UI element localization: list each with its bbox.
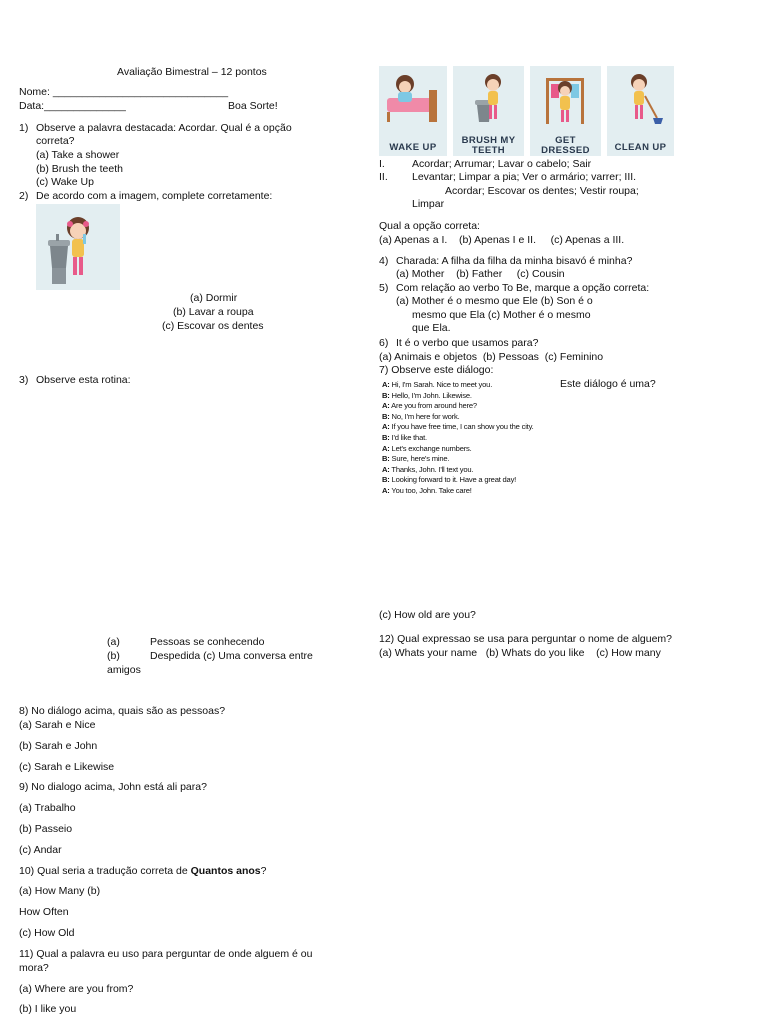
- q9-text: 9) No dialogo acima, John está ali para?: [19, 781, 207, 793]
- q11-text: 11) Qual a palavra eu uso para perguntar de onde alguem é ou: [19, 948, 313, 960]
- card-label-dressed-line2: DRESSED: [541, 145, 590, 156]
- q3-number: 3): [19, 374, 29, 386]
- q3-text: Observe esta rotina:: [36, 374, 131, 386]
- dialogue-text: No, I'm here for work.: [391, 411, 460, 421]
- dialogue-line: [382, 444, 472, 455]
- dialogue-line: [382, 380, 492, 391]
- q7-option-b: Despedida (c) Uma conversa entre: [150, 650, 313, 662]
- q8-text: 8) No diálogo acima, quais são as pessoas?: [19, 705, 226, 717]
- card-label-wake-up: WAKE UP: [389, 142, 437, 153]
- page-title: Avaliação Bimestral – 12 pontos: [117, 66, 267, 78]
- dialogue-speaker: B:: [382, 475, 390, 485]
- routine-card-wake-up: [379, 66, 447, 156]
- dialogue-text: Hi, I'm Sarah. Nice to meet you.: [391, 380, 493, 389]
- q4-answers: (a) Mother (b) Father (c) Cousin: [396, 268, 565, 280]
- q2-text: De acordo com a imagem, complete corretamente:: [36, 190, 273, 202]
- q10-text-post: ?: [260, 865, 267, 877]
- q1-number: 1): [19, 122, 29, 134]
- dialogue-text: Looking forward to it. Have a great day!: [391, 475, 517, 485]
- q7-option-b-cont: amigos: [107, 664, 141, 676]
- dialogue-speaker: B:: [382, 411, 390, 421]
- dialogue-text: If you have free time, I can show you the city.: [391, 422, 534, 432]
- card-label-get-dressed: [530, 136, 601, 156]
- dialogue-line: [382, 454, 449, 465]
- q12-answers: (a) Whats your name (b) Whats do you like (c) How many: [379, 647, 661, 659]
- q5-line3: que Ela.: [412, 322, 451, 334]
- routine-option-iii: Acordar; Escovar os dentes; Vestir roupa;: [445, 185, 639, 197]
- q10-option-a: (a) How Many (b): [19, 885, 101, 897]
- routine-card-brush-teeth: [453, 66, 524, 156]
- q7-option-a: Pessoas se conhecendo: [150, 636, 265, 648]
- routine-option-iii-cont: Limpar: [412, 198, 445, 210]
- dialogue-text: You too, John. Take care!: [391, 486, 472, 495]
- brushing-teeth-image: [36, 204, 120, 290]
- dialogue-line: [382, 465, 473, 476]
- q8-option-b: (b) Sarah e John: [19, 740, 98, 752]
- q7-option-b-label: (b): [107, 650, 120, 662]
- dialogue-text: Sure, here's mine.: [391, 454, 450, 464]
- q11-option-c: (c) How old are you?: [379, 609, 476, 621]
- q4-number: 4): [379, 255, 389, 267]
- good-luck-text: Boa Sorte!: [228, 100, 278, 112]
- q5-text: Com relação ao verbo To Be, marque a opção correta:: [396, 282, 650, 294]
- dialogue-speaker: A:: [382, 422, 390, 432]
- dialogue-text: Let's exchange numbers.: [391, 443, 472, 453]
- dialogue-line: [382, 412, 460, 423]
- q2-option-b: (b) Lavar a roupa: [173, 306, 254, 318]
- card-label-brush-teeth: [453, 136, 524, 156]
- q10-text-bold: Quantos anos: [190, 865, 261, 877]
- dialogue-speaker: A:: [382, 486, 390, 495]
- q9-option-c: (c) Andar: [19, 844, 62, 856]
- card-label-dressed-line1: GET: [555, 135, 576, 146]
- q7-side-question: Este diálogo é uma?: [560, 378, 656, 390]
- routine-card-get-dressed: [530, 66, 601, 156]
- routine-option-ii-number: II.: [379, 171, 388, 183]
- date-line: Data:______________: [19, 100, 126, 112]
- q5-line1: (a) Mother é o mesmo que Ele (b) Son é o: [396, 295, 593, 307]
- dialogue-speaker: B:: [382, 454, 390, 464]
- dialogue-speaker: A:: [382, 443, 390, 453]
- q1-option-b: (b) Brush the teeth: [36, 163, 123, 175]
- name-line: Nome: ______________________________: [19, 86, 229, 98]
- q5-number: 5): [379, 282, 389, 294]
- q6-text: It é o verbo que usamos para?: [396, 337, 539, 349]
- q10-text-pre: 10) Qual seria a tradução correta de: [19, 865, 191, 877]
- q3-question: Qual a opção correta:: [379, 220, 480, 232]
- dialogue-line: [382, 391, 472, 402]
- q2-option-c: (c) Escovar os dentes: [162, 320, 264, 332]
- dialogue-line: [382, 486, 472, 497]
- q3-answers: (a) Apenas a I. (b) Apenas I e II. (c) Apenas a III.: [379, 234, 625, 246]
- card-label-clean-up: CLEAN UP: [614, 142, 667, 153]
- q2-number: 2): [19, 190, 29, 202]
- q11-option-a: (a) Where are you from?: [19, 983, 134, 995]
- routine-card-clean-up: [607, 66, 674, 156]
- q8-option-c: (c) Sarah e Likewise: [19, 761, 115, 773]
- dialogue-line: [382, 401, 477, 412]
- q1-text-cont: correta?: [36, 135, 75, 147]
- q11-text-cont: mora?: [19, 962, 49, 974]
- q6-number: 6): [379, 337, 389, 349]
- dialogue-speaker: B:: [382, 390, 390, 400]
- q7-option-a-label: (a): [107, 636, 120, 648]
- dialogue-text: Are you from around here?: [391, 401, 477, 411]
- q9-option-a: (a) Trabalho: [19, 802, 76, 814]
- dialogue-text: Hello, I'm John. Likewise.: [391, 390, 472, 400]
- q1-text: Observe a palavra destacada: Acordar. Qual é a opção: [36, 122, 292, 134]
- q2-option-a: (a) Dormir: [190, 292, 238, 304]
- routine-option-i-number: I.: [379, 158, 385, 170]
- q4-text: Charada: A filha da filha da minha bisavó é minha?: [396, 255, 633, 267]
- dialogue-text: I'd like that.: [391, 433, 427, 442]
- dialogue-speaker: A:: [382, 380, 390, 389]
- q12-text: 12) Qual expressao se usa para perguntar o nome de alguem?: [379, 633, 673, 645]
- q10-option-c: (c) How Old: [19, 927, 75, 939]
- q10-option-b: How Often: [19, 906, 69, 918]
- card-label-brush-line1: BRUSH MY: [461, 135, 516, 146]
- dialogue-line: [382, 433, 427, 444]
- card-label-brush-line2: TEETH: [471, 145, 506, 156]
- q1-option-a: (a) Take a shower: [36, 149, 120, 161]
- q11-option-b: (b) I like you: [19, 1003, 77, 1015]
- q10-text: [19, 865, 266, 878]
- q6-answers: (a) Animais e objetos (b) Pessoas (c) Feminino: [379, 351, 604, 363]
- dialogue-speaker: A:: [382, 464, 390, 474]
- q5-line2: mesmo que Ela (c) Mother é o mesmo: [412, 309, 591, 321]
- dialogue-line: [382, 475, 516, 486]
- dialogue-line: [382, 422, 534, 433]
- dialogue-speaker: A:: [382, 401, 390, 411]
- dialogue-speaker: B:: [382, 433, 390, 442]
- q8-option-a: (a) Sarah e Nice: [19, 719, 96, 731]
- q1-option-c: (c) Wake Up: [36, 176, 94, 188]
- routine-option-ii: Levantar; Limpar a pia; Ver o armário; varrer; III.: [412, 171, 637, 183]
- q9-option-b: (b) Passeio: [19, 823, 73, 835]
- q7-text: 7) Observe este diálogo:: [379, 364, 494, 376]
- routine-option-i: Acordar; Arrumar; Lavar o cabelo; Sair: [412, 158, 592, 170]
- dialogue-text: Thanks, John. I'll text you.: [391, 464, 474, 474]
